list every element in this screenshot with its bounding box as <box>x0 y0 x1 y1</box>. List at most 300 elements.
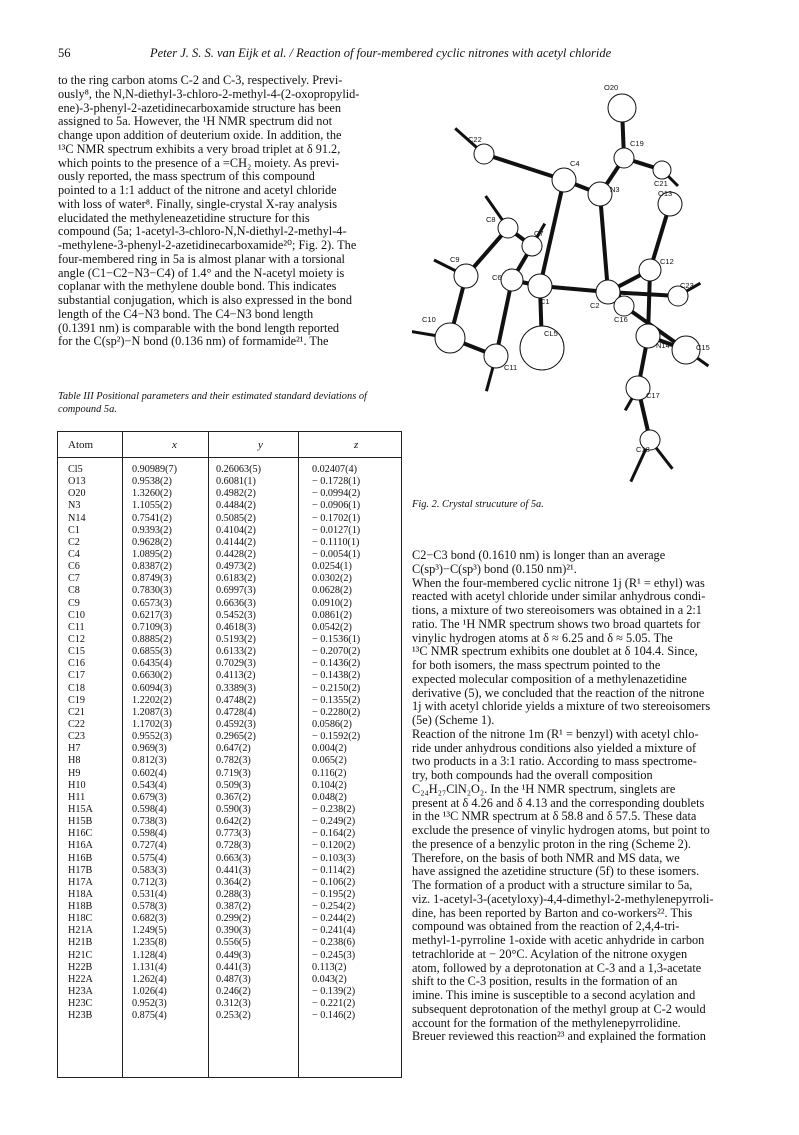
text-line: coplanar with the methylene double bond. This indicates <box>58 279 337 294</box>
y-cell: 0.364(2) <box>216 876 251 888</box>
text-line: have assigned the azetidine structure (5f) to these isomers. <box>412 864 700 879</box>
y-cell: 0.487(3) <box>216 973 251 985</box>
table-row <box>58 634 401 646</box>
x-cell: 1.026(4) <box>132 986 167 998</box>
x-cell: 0.712(3) <box>132 876 167 888</box>
text-line: present at δ 4.26 and δ 4.13 and the corresponding doublets <box>412 795 705 810</box>
atom-label: C4 <box>570 159 580 168</box>
x-cell: 0.8885(2) <box>132 633 172 645</box>
x-cell: 1.0895(2) <box>132 548 172 560</box>
y-cell: 0.26063(5) <box>216 464 261 475</box>
x-cell: 1.235(8) <box>132 937 167 949</box>
table-row <box>58 865 401 877</box>
atom-c22 <box>474 144 494 164</box>
molecule-drawing <box>412 78 712 490</box>
atom-cell: H18B <box>68 901 93 913</box>
z-cell: − 0.1702(1) <box>312 512 361 524</box>
z-cell: 0.0861(2) <box>312 609 352 621</box>
x-cell: 1.1055(2) <box>132 500 172 512</box>
table-row <box>58 658 401 670</box>
table-row <box>58 816 401 828</box>
y-cell: 0.253(2) <box>216 1010 251 1022</box>
atom-cell: C8 <box>68 585 80 597</box>
crystal-structure-figure <box>412 78 712 490</box>
text-line: to the ring carbon atoms C-2 and C-3, respectively. Previ- <box>58 73 343 87</box>
text-line: ously reported, the mass spectrum of this compound <box>58 169 315 184</box>
x-cell: 0.9538(2) <box>132 476 172 488</box>
table-row <box>58 683 401 695</box>
y-cell: 0.7029(3) <box>216 658 256 670</box>
x-cell: 0.7541(2) <box>132 512 172 524</box>
atom-label: C17 <box>646 391 660 400</box>
x-cell: 0.6435(4) <box>132 658 172 670</box>
x-cell: 0.727(4) <box>132 840 167 852</box>
table-header-atom: Atom <box>68 439 94 451</box>
text-line: change upon addition of deuterium oxide. In addition, the <box>58 128 342 142</box>
text-line: derivative (5), we concluded that the reaction of the nitrone <box>412 685 705 700</box>
atom-cell: H18C <box>68 913 93 925</box>
table-header-x: x <box>172 439 177 451</box>
atom-cell: O20 <box>68 488 86 500</box>
x-cell: 0.8387(2) <box>132 561 172 573</box>
table-row <box>58 670 401 682</box>
atom-cell: H10 <box>68 779 86 791</box>
table-header-y: y <box>258 439 263 451</box>
y-cell: 0.3389(3) <box>216 682 256 694</box>
atom-cell: H23C <box>68 998 93 1010</box>
table-row <box>58 488 401 500</box>
atom-cell: N14 <box>68 512 86 524</box>
atom-cell: Cl5 <box>68 464 83 475</box>
x-cell: 0.531(4) <box>132 888 167 900</box>
y-cell: 0.4618(3) <box>216 621 256 633</box>
atom-cell: H15B <box>68 816 93 828</box>
z-cell: 0.0542(2) <box>312 621 352 633</box>
table-row <box>58 913 401 925</box>
y-cell: 0.6183(2) <box>216 573 256 585</box>
atom-c1 <box>528 274 552 298</box>
atom-cell: C19 <box>68 694 85 706</box>
table-row <box>58 925 401 937</box>
table-row <box>58 476 401 488</box>
atom-c6 <box>501 269 523 291</box>
table-row <box>58 853 401 865</box>
atom-cell: C12 <box>68 633 85 645</box>
z-cell: 0.065(2) <box>312 755 347 767</box>
y-cell: 0.4484(2) <box>216 500 256 512</box>
atom-cell: C2 <box>68 536 80 548</box>
atom-cell: N3 <box>68 500 81 512</box>
x-cell: 0.583(3) <box>132 864 167 876</box>
x-cell: 0.7109(3) <box>132 621 172 633</box>
z-cell: − 0.249(2) <box>312 816 356 828</box>
table-row <box>58 707 401 719</box>
atom-cell: C18 <box>68 682 85 694</box>
atom-label: C9 <box>450 255 460 264</box>
atom-cell: H11 <box>68 791 86 803</box>
text-line: try, both compounds had the overall composition <box>412 768 653 782</box>
y-cell: 0.4728(4) <box>216 706 256 718</box>
atom-c8 <box>498 218 518 238</box>
atom-c12 <box>639 259 661 281</box>
text-line: two products in a 3:1 ratio. According to mass spectrome- <box>412 754 697 769</box>
bond <box>600 194 608 292</box>
atom-o20 <box>608 94 636 122</box>
y-cell: 0.312(3) <box>216 998 251 1010</box>
atom-label: O13 <box>658 189 673 198</box>
x-cell: 0.598(4) <box>132 828 167 840</box>
y-cell: 0.441(3) <box>216 864 251 876</box>
text-line: ously⁸, the N,N-diethyl-3-chloro-2-methyl-4-(2-oxopropylid- <box>58 86 360 101</box>
atom-label: C16 <box>614 315 628 324</box>
text-line: angle (C1−C2−N3−C4) of 1.4° and the N-acetyl moiety is <box>58 265 345 280</box>
y-cell: 0.5193(2) <box>216 633 256 645</box>
z-cell: − 0.0906(1) <box>312 500 361 512</box>
atom-cell: H16B <box>68 852 93 864</box>
y-cell: 0.4144(2) <box>216 536 256 548</box>
atom-label: O20 <box>604 83 619 92</box>
table-row <box>58 755 401 767</box>
z-cell: − 0.244(2) <box>312 913 356 925</box>
table-row <box>58 937 401 949</box>
z-cell: 0.0302(2) <box>312 573 352 585</box>
atom-cell: H23A <box>68 986 93 998</box>
y-cell: 0.5085(2) <box>216 512 256 524</box>
x-cell: 0.6217(3) <box>132 609 172 621</box>
table-row <box>58 962 401 974</box>
atom-cell: C22 <box>68 718 85 730</box>
table-row <box>58 889 401 901</box>
table-header-z: z <box>354 439 359 451</box>
text-line: four-membered ring in 5a is almost planar with a torsional <box>58 251 345 266</box>
table-row <box>58 998 401 1010</box>
text-line: assigned to 5a. However, the ¹H NMR spectrum did not <box>58 114 333 129</box>
table-row <box>58 585 401 597</box>
text-line: C2−C3 bond (0.1610 nm) is longer than an average <box>412 548 666 562</box>
atom-c19 <box>614 148 634 168</box>
atom-cell: O13 <box>68 476 86 488</box>
text-line: exclude the presence of vinylic hydrogen atoms, but point to <box>412 823 710 837</box>
atom-label: C12 <box>660 257 674 266</box>
atom-label: C11 <box>504 363 518 372</box>
y-cell: 0.4973(2) <box>216 561 256 573</box>
atom-cell: C7 <box>68 573 80 585</box>
x-cell: 0.6855(3) <box>132 646 172 658</box>
text-line: elucidated the methyleneazetidine structure for this <box>58 210 310 225</box>
text-line: compound was obtained from the reaction of 2,4,4-tri- <box>412 919 680 934</box>
text-line: for both isomers, the mass spectrum pointed to the <box>412 658 661 672</box>
atom-cell: C10 <box>68 609 85 621</box>
z-cell: 0.104(2) <box>312 779 347 791</box>
x-cell: 0.6573(3) <box>132 597 172 609</box>
atom-cell: C17 <box>68 670 85 682</box>
y-cell: 0.590(3) <box>216 803 251 815</box>
z-cell: − 0.164(2) <box>312 828 356 840</box>
atom-cell: H18A <box>68 888 93 900</box>
y-cell: 0.556(5) <box>216 937 251 949</box>
x-cell: 0.598(4) <box>132 803 167 815</box>
table-row <box>58 877 401 889</box>
atom-cell: H17A <box>68 876 93 888</box>
text-line: which points to the presence of a =CH₂ moiety. As previ- <box>58 155 340 170</box>
table-row <box>58 901 401 913</box>
atom-cell: C9 <box>68 597 80 609</box>
text-line: tetrachloride at − 20°C. Acylation of the nitrone oxygen <box>412 946 688 961</box>
table-row <box>58 537 401 549</box>
text-line: substantial conjugation, which is also expressed in the bond <box>58 293 353 307</box>
y-cell: 0.387(2) <box>216 901 251 913</box>
z-cell: − 0.0054(1) <box>312 548 361 560</box>
atom-label: C18 <box>636 445 650 454</box>
x-cell: 0.9552(3) <box>132 731 172 743</box>
text-line: viz. 1-acetyl-3-(acetyloxy)-4,4-dimethyl-2-methylenepyrroli- <box>412 891 714 906</box>
x-cell: 0.602(4) <box>132 767 167 779</box>
x-cell: 0.578(3) <box>132 901 167 913</box>
x-cell: 0.90989(7) <box>132 464 177 475</box>
atom-cell: H23B <box>68 1010 93 1022</box>
y-cell: 0.728(3) <box>216 840 251 852</box>
x-cell: 0.9393(2) <box>132 524 172 536</box>
table-row <box>58 610 401 622</box>
z-cell: − 0.103(3) <box>312 852 356 864</box>
x-cell: 1.1702(3) <box>132 718 172 730</box>
text-line: vinylic hydrogen atoms at δ ≈ 6.25 and δ ≈ 5.05. The <box>412 630 673 645</box>
y-cell: 0.782(3) <box>216 755 251 767</box>
atom-label: C19 <box>630 139 644 148</box>
z-cell: − 0.139(2) <box>312 986 356 998</box>
text-line: 1j with acetyl chloride yields a mixture of two stereoisomers <box>412 699 711 714</box>
y-cell: 0.663(3) <box>216 852 251 864</box>
text-line: dine, has been reported by Barton and co-workers²². This <box>412 905 693 920</box>
table-row <box>58 464 401 476</box>
x-cell: 0.738(3) <box>132 816 167 828</box>
page-number: 56 <box>58 46 71 60</box>
table-row <box>58 828 401 840</box>
z-cell: 0.004(2) <box>312 743 347 755</box>
table-row <box>58 743 401 755</box>
y-cell: 0.4982(2) <box>216 488 256 500</box>
z-cell: 0.0628(2) <box>312 585 352 597</box>
atom-c16 <box>614 296 634 316</box>
x-cell: 0.952(3) <box>132 998 167 1010</box>
text-line: reacted with acetyl chloride under similar anhydrous condi- <box>412 589 706 604</box>
table-row <box>58 598 401 610</box>
y-cell: 0.2965(2) <box>216 731 256 743</box>
text-line: compound (5a; 1-acetyl-3-chloro-N,N-diethyl-2-methyl-4- <box>58 224 347 239</box>
text-line: When the four-membered cyclic nitrone 1j (R¹ = ethyl) was <box>412 575 705 590</box>
table-row <box>58 719 401 731</box>
table-caption: Table III Positional parameters and their estimated standard deviations of compound 5a. <box>58 391 367 415</box>
table-row <box>58 646 401 658</box>
y-cell: 0.299(2) <box>216 913 251 925</box>
z-cell: − 0.245(3) <box>312 949 356 961</box>
atom-label: N14 <box>656 341 670 350</box>
z-cell: 0.113(2) <box>312 961 347 973</box>
table-row <box>58 561 401 573</box>
x-cell: 1.131(4) <box>132 961 167 973</box>
atom-cell: H22A <box>68 973 93 985</box>
x-cell: 1.262(4) <box>132 973 167 985</box>
x-cell: 1.249(5) <box>132 925 167 937</box>
text-line: shift to the C-3 position, results in the formation of an <box>412 974 678 989</box>
x-cell: 0.6094(3) <box>132 682 172 694</box>
z-cell: − 0.1436(2) <box>312 658 361 670</box>
bond <box>540 180 564 286</box>
text-line: The formation of a product with a structure similar to 5a, <box>412 878 693 892</box>
y-cell: 0.6997(3) <box>216 585 256 597</box>
z-cell: − 0.1536(1) <box>312 633 361 645</box>
text-line: pointed to a 1:1 adduct of the nitrone and acetyl chloride <box>58 183 337 197</box>
y-cell: 0.246(2) <box>216 986 251 998</box>
text-line: expected molecular composition of a methylenazetidine <box>412 671 687 686</box>
z-cell: 0.0254(1) <box>312 561 352 573</box>
table-row <box>58 804 401 816</box>
y-cell: 0.642(2) <box>216 816 251 828</box>
text-line: ride under anhydrous conditions also yielded a mixture of <box>412 740 697 755</box>
atom-c7 <box>522 236 542 256</box>
table-row <box>58 695 401 707</box>
atom-cell: C4 <box>68 548 80 560</box>
text-line: imine. This imine is susceptible to a second acylation and <box>412 988 696 1002</box>
atom-c9 <box>454 264 478 288</box>
z-cell: − 0.1110(1) <box>312 536 360 548</box>
table-row <box>58 974 401 986</box>
z-cell: − 0.2280(2) <box>312 706 361 718</box>
z-cell: 0.0586(2) <box>312 718 352 730</box>
text-line: ratio. The ¹H NMR spectrum shows two broad quartets for <box>412 616 701 631</box>
z-cell: − 0.1592(2) <box>312 731 361 743</box>
z-cell: 0.0910(2) <box>312 597 352 609</box>
text-line: Therefore, on the basis of both NMR and MS data, we <box>412 850 680 865</box>
x-cell: 1.3260(2) <box>132 488 172 500</box>
z-cell: − 0.241(4) <box>312 925 356 937</box>
y-cell: 0.367(2) <box>216 791 251 803</box>
page-header <box>58 46 748 64</box>
table-row <box>58 573 401 585</box>
y-cell: 0.719(3) <box>216 767 251 779</box>
z-cell: − 0.2070(2) <box>312 646 361 658</box>
atom-cell: H9 <box>68 767 81 779</box>
y-cell: 0.4428(2) <box>216 548 256 560</box>
z-cell: − 0.120(2) <box>312 840 356 852</box>
text-line: the presence of a benzylic proton in the ring (Scheme 2). <box>412 836 691 851</box>
running-head: Peter J. S. S. van Eijk et al. / Reaction of four-membered cyclic nitrones with acetyl chloride <box>150 46 612 60</box>
text-line: in the ¹³C NMR spectrum at δ 58.8 and δ 57.5. These data <box>412 809 697 824</box>
z-cell: 0.02407(4) <box>312 464 357 475</box>
text-line: account for the formation of the methylenepyrrolidine. <box>412 1015 681 1030</box>
table-row <box>58 768 401 780</box>
atom-label: C8 <box>486 215 496 224</box>
table-row <box>58 840 401 852</box>
text-line: atom, followed by a deprotonation at C-3 and a 1,3-acetate <box>412 960 702 975</box>
table-row <box>58 622 401 634</box>
text-line: tions, a mixture of two stereoisomers was obtained in a 2:1 <box>412 603 702 617</box>
y-cell: 0.773(3) <box>216 828 251 840</box>
z-cell: − 0.1438(2) <box>312 670 361 682</box>
table-row <box>58 513 401 525</box>
atom-cell: H15A <box>68 803 93 815</box>
z-cell: − 0.254(2) <box>312 901 356 913</box>
z-cell: − 0.0127(1) <box>312 524 361 536</box>
atom-label: N3 <box>610 185 620 194</box>
atom-cell: C1 <box>68 524 80 536</box>
text-line: C₂₄H₂₇ClN₂O₂. In the ¹H NMR spectrum, singlets are <box>412 781 676 796</box>
y-cell: 0.5452(3) <box>216 609 256 621</box>
y-cell: 0.441(3) <box>216 961 251 973</box>
atom-label: C6 <box>492 273 502 282</box>
atom-cell: C23 <box>68 731 85 743</box>
atom-cell: C6 <box>68 561 80 573</box>
z-cell: − 0.238(2) <box>312 803 356 815</box>
atom-cell: C16 <box>68 658 85 670</box>
atom-label: C22 <box>468 135 482 144</box>
y-cell: 0.449(3) <box>216 949 251 961</box>
text-line: ene)-3-phenyl-2-azetidinecarboxamide structure has been <box>58 100 342 115</box>
atom-cell: C21 <box>68 706 85 718</box>
table-row <box>58 792 401 804</box>
table-row <box>58 731 401 743</box>
table-row <box>58 549 401 561</box>
y-cell: 0.6081(1) <box>216 476 256 488</box>
x-cell: 0.575(4) <box>132 852 167 864</box>
z-cell: − 0.221(2) <box>312 998 356 1010</box>
text-line: C(sp³)−C(sp³) bond (0.150 nm)²¹. <box>412 561 577 576</box>
text-line: methyl-1-pyrroline 1-oxide with acetic anhydride in carbon <box>412 933 705 947</box>
atom-label: C1 <box>540 297 550 306</box>
text-line: ¹³C NMR spectrum exhibits a very broad triplet at δ 91.2, <box>58 141 341 156</box>
z-cell: − 0.1728(1) <box>312 476 361 488</box>
atom-c10 <box>435 323 465 353</box>
atom-cell: C11 <box>68 621 85 633</box>
y-cell: 0.288(3) <box>216 888 251 900</box>
y-cell: 0.4592(3) <box>216 718 256 730</box>
y-cell: 0.6636(3) <box>216 597 256 609</box>
text-line: for the C(sp²)−N bond (0.136 nm) of formamide²¹. The <box>58 334 329 349</box>
y-cell: 0.4748(2) <box>216 694 256 706</box>
text-line: subsequent deprotonation of the methyl group at C-2 would <box>412 1001 706 1016</box>
z-cell: − 0.0994(2) <box>312 488 361 500</box>
text-line: -methylene-3-phenyl-2-azetidinecarboxamide²⁰; Fig. 2). The <box>58 238 357 252</box>
z-cell: − 0.106(2) <box>312 876 356 888</box>
text-line: (0.1391 nm) is comparable with the bond length reported <box>58 320 340 335</box>
z-cell: − 0.2150(2) <box>312 682 361 694</box>
y-cell: 0.509(3) <box>216 779 251 791</box>
atom-label: C10 <box>422 315 436 324</box>
y-cell: 0.390(3) <box>216 925 251 937</box>
y-cell: 0.4113(2) <box>216 670 256 682</box>
x-cell: 0.9628(2) <box>132 536 172 548</box>
atom-cell: H7 <box>68 743 81 755</box>
text-line: ¹³C NMR spectrum exhibits one doublet at δ 104.4. Since, <box>412 644 698 659</box>
table-body <box>58 464 401 1022</box>
right-column-text <box>412 549 742 1044</box>
atom-cell: C15 <box>68 646 85 658</box>
z-cell: − 0.114(2) <box>312 864 355 876</box>
text-line: (5e) (Scheme 1). <box>412 713 495 727</box>
y-cell: 0.6133(2) <box>216 646 256 658</box>
table-row <box>58 525 401 537</box>
left-column-text <box>58 74 401 349</box>
atom-c21 <box>653 161 671 179</box>
x-cell: 0.6630(2) <box>132 670 172 682</box>
atom-cell: H21B <box>68 937 93 949</box>
figure-caption: Fig. 2. Crystal strucuture of 5a. <box>412 499 544 510</box>
x-cell: 1.128(4) <box>132 949 167 961</box>
x-cell: 0.8749(3) <box>132 573 172 585</box>
atom-cell: H16A <box>68 840 93 852</box>
table-row <box>58 1010 401 1022</box>
x-cell: 1.2202(2) <box>132 694 172 706</box>
